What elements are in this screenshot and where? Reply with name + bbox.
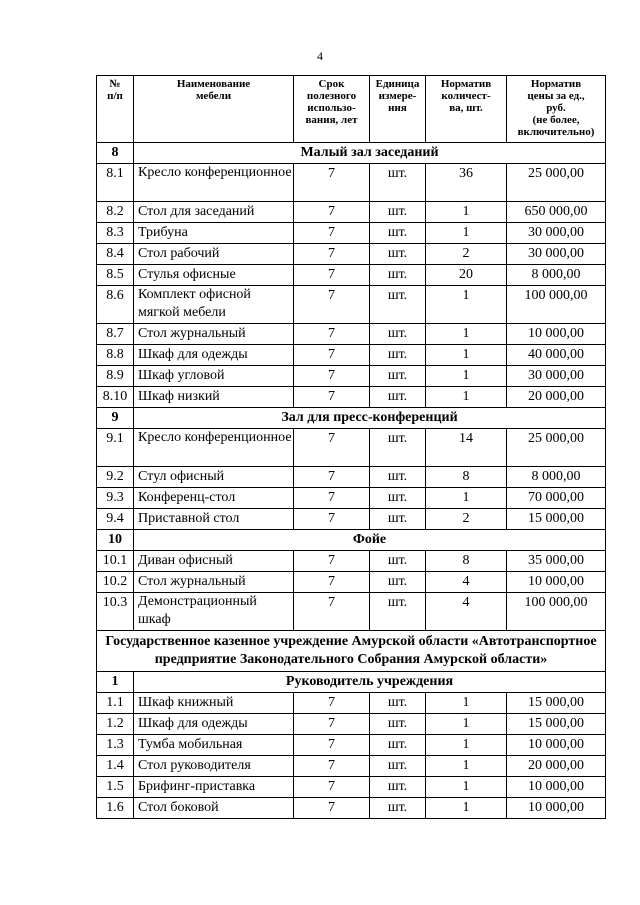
item-unit: шт. <box>370 798 426 819</box>
item-quantity: 4 <box>426 593 507 631</box>
item-term: 7 <box>294 429 370 467</box>
item-term: 7 <box>294 509 370 530</box>
item-unit: шт. <box>370 735 426 756</box>
item-unit: шт. <box>370 693 426 714</box>
item-price: 70 000,00 <box>507 488 606 509</box>
item-price: 100 000,00 <box>507 593 606 631</box>
section-row <box>97 672 606 693</box>
organization-row <box>97 631 606 672</box>
section-number: 9 <box>97 408 134 429</box>
item-name: Кресло конференционное <box>134 429 294 467</box>
item-name: Стол журнальный <box>134 324 294 345</box>
item-quantity: 1 <box>426 223 507 244</box>
header-num: № п/п <box>97 76 134 143</box>
item-term: 7 <box>294 593 370 631</box>
header-term: Срок полезного использо- вания, лет <box>294 76 370 143</box>
item-price: 10 000,00 <box>507 572 606 593</box>
table-row <box>97 572 606 593</box>
item-quantity: 1 <box>426 777 507 798</box>
table-row <box>97 593 606 631</box>
table-row <box>97 509 606 530</box>
item-quantity: 1 <box>426 202 507 223</box>
section-title: Малый зал заседаний <box>134 143 606 164</box>
item-quantity: 1 <box>426 735 507 756</box>
item-number: 8.8 <box>97 345 134 366</box>
item-name: Шкаф угловой <box>134 366 294 387</box>
table-row <box>97 777 606 798</box>
table-row <box>97 756 606 777</box>
table-row <box>97 164 606 202</box>
item-price: 35 000,00 <box>507 551 606 572</box>
item-name: Диван офисный <box>134 551 294 572</box>
item-name: Кресло конференционное <box>134 164 294 202</box>
item-price: 30 000,00 <box>507 244 606 265</box>
item-number: 8.3 <box>97 223 134 244</box>
furniture-norms-table <box>96 75 606 819</box>
item-name: Стулья офисные <box>134 265 294 286</box>
item-quantity: 1 <box>426 286 507 324</box>
item-quantity: 1 <box>426 324 507 345</box>
item-unit: шт. <box>370 777 426 798</box>
item-unit: шт. <box>370 509 426 530</box>
table-row <box>97 714 606 735</box>
item-unit: шт. <box>370 244 426 265</box>
item-number: 9.1 <box>97 429 134 467</box>
item-name: Шкаф для одежды <box>134 345 294 366</box>
item-price: 10 000,00 <box>507 798 606 819</box>
item-quantity: 1 <box>426 798 507 819</box>
item-name: Шкаф для одежды <box>134 714 294 735</box>
section-title: Руководитель учреждения <box>134 672 606 693</box>
item-number: 10.2 <box>97 572 134 593</box>
item-term: 7 <box>294 286 370 324</box>
section-row <box>97 530 606 551</box>
table-row <box>97 244 606 265</box>
item-name: Демонстрационный шкаф <box>134 593 294 631</box>
item-number: 9.2 <box>97 467 134 488</box>
table-row <box>97 387 606 408</box>
item-price: 20 000,00 <box>507 387 606 408</box>
item-name: Шкаф низкий <box>134 387 294 408</box>
item-name: Брифинг-приставка <box>134 777 294 798</box>
item-name: Трибуна <box>134 223 294 244</box>
header-price: Норматив цены за ед., руб. (не более, включительно) <box>507 76 606 143</box>
item-number: 8.7 <box>97 324 134 345</box>
item-term: 7 <box>294 387 370 408</box>
item-price: 25 000,00 <box>507 164 606 202</box>
item-quantity: 8 <box>426 467 507 488</box>
item-number: 1.3 <box>97 735 134 756</box>
item-term: 7 <box>294 164 370 202</box>
item-name: Стол руководителя <box>134 756 294 777</box>
header-qty: Норматив количест- ва, шт. <box>426 76 507 143</box>
item-name: Приставной стол <box>134 509 294 530</box>
table-row <box>97 551 606 572</box>
item-price: 10 000,00 <box>507 735 606 756</box>
item-name: Стол боковой <box>134 798 294 819</box>
item-number: 1.2 <box>97 714 134 735</box>
organization-title: Государственное казенное учреждение Амурской области «Автотранспортное предприятие Законодательного Собрания Амурской области» <box>97 631 606 672</box>
item-unit: шт. <box>370 467 426 488</box>
item-unit: шт. <box>370 345 426 366</box>
header-name: Наименование мебели <box>134 76 294 143</box>
item-price: 15 000,00 <box>507 509 606 530</box>
item-quantity: 1 <box>426 756 507 777</box>
item-term: 7 <box>294 223 370 244</box>
item-quantity: 1 <box>426 693 507 714</box>
section-number: 10 <box>97 530 134 551</box>
item-number: 8.10 <box>97 387 134 408</box>
item-quantity: 20 <box>426 265 507 286</box>
item-term: 7 <box>294 244 370 265</box>
item-term: 7 <box>294 265 370 286</box>
item-unit: шт. <box>370 223 426 244</box>
item-number: 1.6 <box>97 798 134 819</box>
table-row <box>97 265 606 286</box>
table-row <box>97 488 606 509</box>
item-term: 7 <box>294 756 370 777</box>
section-row <box>97 143 606 164</box>
item-quantity: 1 <box>426 387 507 408</box>
item-quantity: 2 <box>426 244 507 265</box>
item-quantity: 1 <box>426 366 507 387</box>
item-number: 8.5 <box>97 265 134 286</box>
item-unit: шт. <box>370 551 426 572</box>
item-number: 1.4 <box>97 756 134 777</box>
item-name: Стол журнальный <box>134 572 294 593</box>
item-number: 9.3 <box>97 488 134 509</box>
item-price: 25 000,00 <box>507 429 606 467</box>
item-unit: шт. <box>370 387 426 408</box>
item-name: Тумба мобильная <box>134 735 294 756</box>
item-number: 1.5 <box>97 777 134 798</box>
item-term: 7 <box>294 467 370 488</box>
item-term: 7 <box>294 735 370 756</box>
page-number: 4 <box>317 49 323 63</box>
item-quantity: 8 <box>426 551 507 572</box>
item-quantity: 4 <box>426 572 507 593</box>
item-term: 7 <box>294 572 370 593</box>
section-number: 8 <box>97 143 134 164</box>
table-header-row <box>97 76 606 143</box>
table-row <box>97 202 606 223</box>
item-term: 7 <box>294 714 370 735</box>
item-price: 8 000,00 <box>507 467 606 488</box>
item-name: Комплект офисной мягкой мебели <box>134 286 294 324</box>
section-row <box>97 408 606 429</box>
item-term: 7 <box>294 202 370 223</box>
item-unit: шт. <box>370 756 426 777</box>
table-body <box>97 143 606 819</box>
item-price: 30 000,00 <box>507 366 606 387</box>
table-row <box>97 286 606 324</box>
item-number: 8.4 <box>97 244 134 265</box>
item-term: 7 <box>294 345 370 366</box>
item-term: 7 <box>294 777 370 798</box>
item-number: 9.4 <box>97 509 134 530</box>
table-row <box>97 798 606 819</box>
item-quantity: 1 <box>426 345 507 366</box>
item-unit: шт. <box>370 202 426 223</box>
item-quantity: 36 <box>426 164 507 202</box>
section-title: Фойе <box>134 530 606 551</box>
item-price: 100 000,00 <box>507 286 606 324</box>
item-quantity: 1 <box>426 488 507 509</box>
section-title: Зал для пресс-конференций <box>134 408 606 429</box>
item-quantity: 14 <box>426 429 507 467</box>
item-term: 7 <box>294 551 370 572</box>
item-number: 10.1 <box>97 551 134 572</box>
item-number: 10.3 <box>97 593 134 631</box>
item-number: 8.6 <box>97 286 134 324</box>
item-name: Конференц-стол <box>134 488 294 509</box>
table-row <box>97 223 606 244</box>
item-name: Стол для заседаний <box>134 202 294 223</box>
item-unit: шт. <box>370 593 426 631</box>
header-unit: Единица измере- ния <box>370 76 426 143</box>
table-row <box>97 345 606 366</box>
item-number: 8.1 <box>97 164 134 202</box>
item-price: 40 000,00 <box>507 345 606 366</box>
item-number: 8.2 <box>97 202 134 223</box>
table-row <box>97 693 606 714</box>
table-row <box>97 735 606 756</box>
item-price: 30 000,00 <box>507 223 606 244</box>
item-term: 7 <box>294 488 370 509</box>
item-price: 8 000,00 <box>507 265 606 286</box>
section-number: 1 <box>97 672 134 693</box>
item-price: 20 000,00 <box>507 756 606 777</box>
item-price: 15 000,00 <box>507 714 606 735</box>
item-price: 15 000,00 <box>507 693 606 714</box>
table-row <box>97 429 606 467</box>
item-quantity: 1 <box>426 714 507 735</box>
item-number: 8.9 <box>97 366 134 387</box>
item-term: 7 <box>294 798 370 819</box>
item-name: Стул офисный <box>134 467 294 488</box>
item-name: Шкаф книжный <box>134 693 294 714</box>
item-unit: шт. <box>370 572 426 593</box>
item-price: 10 000,00 <box>507 324 606 345</box>
item-name: Стол рабочий <box>134 244 294 265</box>
item-term: 7 <box>294 324 370 345</box>
item-unit: шт. <box>370 429 426 467</box>
item-unit: шт. <box>370 714 426 735</box>
item-quantity: 2 <box>426 509 507 530</box>
table-row <box>97 366 606 387</box>
item-price: 10 000,00 <box>507 777 606 798</box>
item-price: 650 000,00 <box>507 202 606 223</box>
table-row <box>97 324 606 345</box>
item-unit: шт. <box>370 265 426 286</box>
item-unit: шт. <box>370 366 426 387</box>
item-unit: шт. <box>370 488 426 509</box>
item-term: 7 <box>294 693 370 714</box>
item-unit: шт. <box>370 286 426 324</box>
item-unit: шт. <box>370 324 426 345</box>
item-unit: шт. <box>370 164 426 202</box>
table-row <box>97 467 606 488</box>
item-term: 7 <box>294 366 370 387</box>
item-number: 1.1 <box>97 693 134 714</box>
